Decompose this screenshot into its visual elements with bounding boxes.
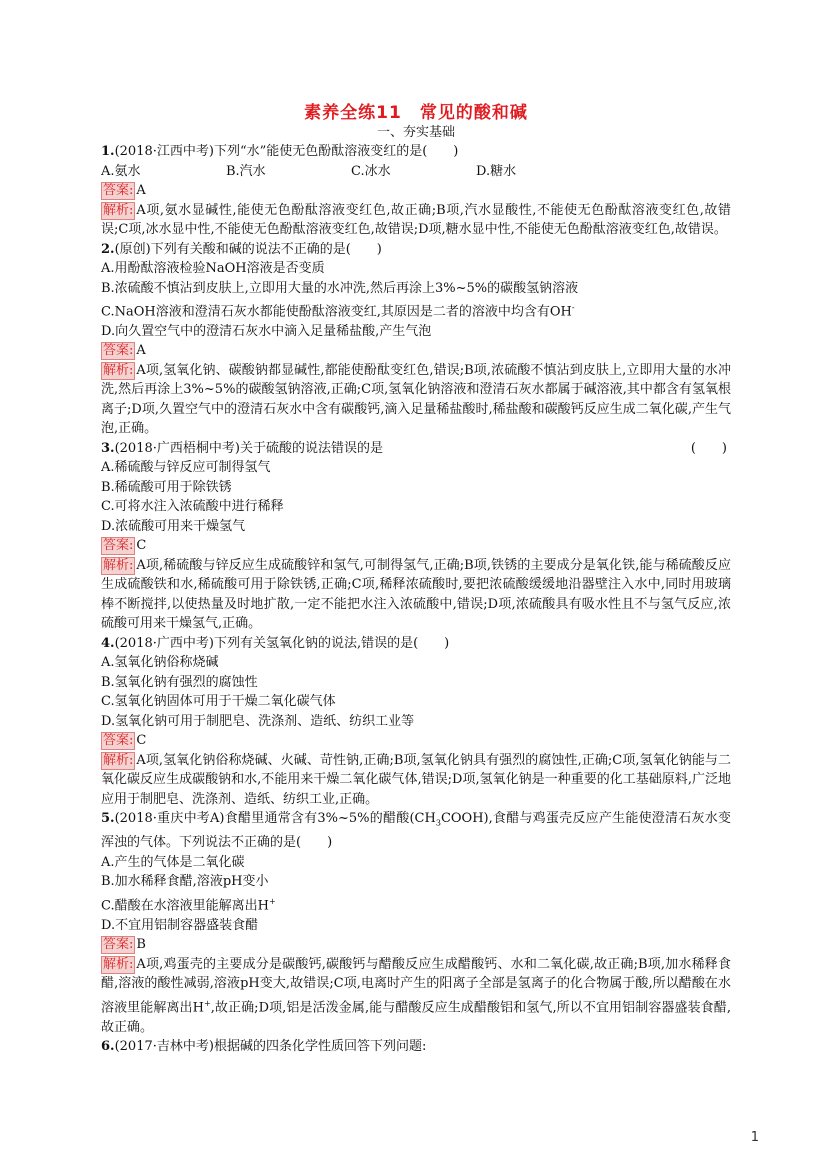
option-b: B.稀硫酸可用于除铁锈	[101, 479, 232, 495]
analysis-tag: 解析:	[103, 752, 134, 768]
question-6: 6.(2017·吉林中考)根据碱的四条化学性质回答下列问题:	[101, 1039, 427, 1055]
question-3: 3.(2018·广西梧桐中考)关于硫酸的说法错误的是 ( )	[101, 439, 731, 459]
analysis-row	[101, 361, 731, 439]
answer-row	[101, 731, 731, 751]
question-4: 4.(2018·广西中考)下列有关氢氧化钠的说法,错误的是( )	[101, 635, 450, 651]
option-c: C.冰水	[351, 163, 391, 179]
question-2: 2.(原创)下列有关酸和碱的说法不正确的是( )	[101, 241, 382, 257]
option-a: A.用酚酞溶液检验NaOH溶液是否变质	[101, 261, 325, 276]
option-a: A.氢氧化钠俗称烧碱	[101, 655, 219, 671]
analysis-tag: 解析:	[103, 956, 134, 972]
option-d: D.糖水	[476, 163, 517, 179]
answer-blank: ( )	[690, 440, 727, 456]
answer-value: C	[136, 538, 147, 554]
analysis-text: A项,稀硫酸与锌反应生成硫酸锌和氢气,可制得氢气,正确;B项,铁锈的主要成分是氧化铁,能与稀硫酸反应生成硫酸铁和水,稀硫酸可用于除铁锈,正确;C项,稀释浓硫酸时,要把浓硫酸缓缓地沿器壁注入水中,同时用玻璃棒不断搅拌,以使热量及时地扩散,一定不能把水注入浓硫酸中,错误;D项,浓硫酸具有吸水性且不与氢气反应,浓硫酸可用来干燥氢气,正确。	[101, 557, 731, 632]
section-heading: 一、夯实基础	[376, 125, 455, 140]
question-stem: (2018·江西中考)下列“水”能使无色酚酞溶液变红的是( )	[114, 144, 459, 159]
option-b: B.氢氧化钠有强烈的腐蚀性	[101, 674, 258, 690]
answer-row	[101, 181, 731, 201]
option-d: D.向久置空气中的澄清石灰水中滴入足量稀盐酸,产生气泡	[101, 323, 432, 339]
question-stem: (2018·广西中考)下列有关氢氧化钠的说法,错误的是( )	[114, 635, 450, 651]
answer-tag: 答案:	[103, 538, 134, 554]
analysis-row	[101, 201, 731, 240]
analysis-tag: 解析:	[103, 202, 134, 218]
analysis-row	[101, 751, 731, 810]
analysis-row	[101, 556, 731, 634]
answer-value: B	[136, 937, 146, 953]
question-stem: (2017·吉林中考)根据碱的四条化学性质回答下列问题:	[114, 1039, 427, 1055]
analysis-tag: 解析:	[103, 362, 134, 378]
answer-tag: 答案:	[103, 733, 134, 749]
answer-value: A	[136, 183, 146, 198]
option-a: A.产生的气体是二氧化碳	[101, 854, 245, 870]
option-d: D.不宜用铝制容器盛装食醋	[101, 917, 259, 933]
option-a: A.氨水	[101, 163, 141, 179]
answer-tag: 答案:	[103, 343, 134, 359]
option-c: C.氢氧化钠固体可用于干燥二氧化碳气体	[101, 694, 336, 710]
question-5: 5.(2018·重庆中考A)食醋里通常含有3%~5%的醋酸$(CH_3COOH)$,食醋与鸡蛋壳反应产生能使澄清石灰水变浑浊的气体。下列说法不正确的是( )	[101, 811, 731, 851]
question-1-options	[101, 162, 731, 182]
analysis-row: 解析: A项,鸡蛋壳的主要成分是碳酸钙,碳酸钙与醋酸反应生成醋酸钙、水和二氧化碳,故正确;B项,加水稀释食醋,溶液的酸性减弱,溶液pH变大,故错误;C项,电离时产生的阳离子全部是氢离子的化合物属于酸,所以醋酸在水溶液里能解离出H+,故正确;D项,铝是活泼金属,能与醋酸反应生成醋酸铝和氢气,所以不宜用铝制容器盛装食醋,故正确。	[101, 956, 731, 1035]
analysis-text: A项,氢氧化钠、碳酸钠都显碱性,都能使酚酞变红色,错误;B项,浓硫酸不慎沾到皮肤上,立即用大量的水冲洗,然后再涂上3%~5%的碳酸氢钠溶液,正确;C项,氢氧化钠溶液和澄清石灰水都属于碱溶液,其中都含有氢氧根离子;D项,久置空气中的澄清石灰水中含有碳酸钙,滴入足量稀盐酸时,稀盐酸和碳酸钙反应生成二氧化碳,产生气泡,正确。	[101, 362, 731, 437]
answer-tag: 答案:	[103, 183, 134, 198]
option-b: B.加水稀释食醋,溶液pH变小	[101, 874, 269, 890]
option-a: A.稀硫酸与锌反应可制得氢气	[101, 460, 271, 476]
analysis-tag: 解析:	[103, 557, 134, 573]
page-title: 素养全练11 常见的酸和碱	[304, 103, 528, 123]
question-stem: (2018·广西梧桐中考)关于硫酸的说法错误的是	[114, 440, 383, 456]
question-1: 1.(2018·江西中考)下列“水”能使无色酚酞溶液变红的是( )	[101, 144, 459, 159]
answer-value: C	[136, 733, 147, 749]
answer-row	[101, 536, 731, 556]
answer-row	[101, 935, 731, 955]
option-c: C.可将水注入浓硫酸中进行稀释	[101, 499, 284, 515]
option-c: C.NaOH溶液和澄清石灰水都能使酚酞溶液变红,其原因是二者的溶液中均含有OH-	[101, 303, 575, 320]
question-stem: (原创)下列有关酸和碱的说法不正确的是( )	[114, 241, 382, 257]
option-b: B.浓硫酸不慎沾到皮肤上,立即用大量的水冲洗,然后再涂上3%~5%的碳酸氢钠溶液	[101, 280, 579, 296]
page-number: 1	[750, 1130, 759, 1145]
answer-value: A	[136, 343, 146, 359]
analysis-text: A项,氢氧化钠俗称烧碱、火碱、苛性钠,正确;B项,氢氧化钠具有强烈的腐蚀性,正确;C项,氢氧化钠能与二氧化碳反应生成碳酸钠和水,不能用来干燥二氧化碳气体,错误;D项,氢氧化钠是一种重要的化工基础原料,广泛地应用于制肥皂、洗涤剂、造纸、纺织工业,正确。	[101, 752, 731, 807]
document-page	[101, 102, 731, 1057]
option-d: D.浓硫酸可用来干燥氢气	[101, 518, 246, 534]
analysis-text: A项,氨水显碱性,能使无色酚酞溶液变红色,故正确;B项,汽水显酸性,不能使无色酚酞溶液变红色,故错误;C项,冰水显中性,不能使无色酚酞溶液变红色,故错误;D项,糖水显中性,不能使无色酚酞溶液变红色,故错误。	[101, 202, 731, 237]
option-b: B.汽水	[226, 163, 266, 179]
answer-row	[101, 341, 731, 361]
option-d: D.氢氧化钠可用于制肥皂、洗涤剂、造纸、纺织工业等	[101, 713, 415, 729]
answer-tag: 答案:	[103, 937, 134, 953]
option-c: C.醋酸在水溶液里能解离出H+	[101, 896, 276, 914]
